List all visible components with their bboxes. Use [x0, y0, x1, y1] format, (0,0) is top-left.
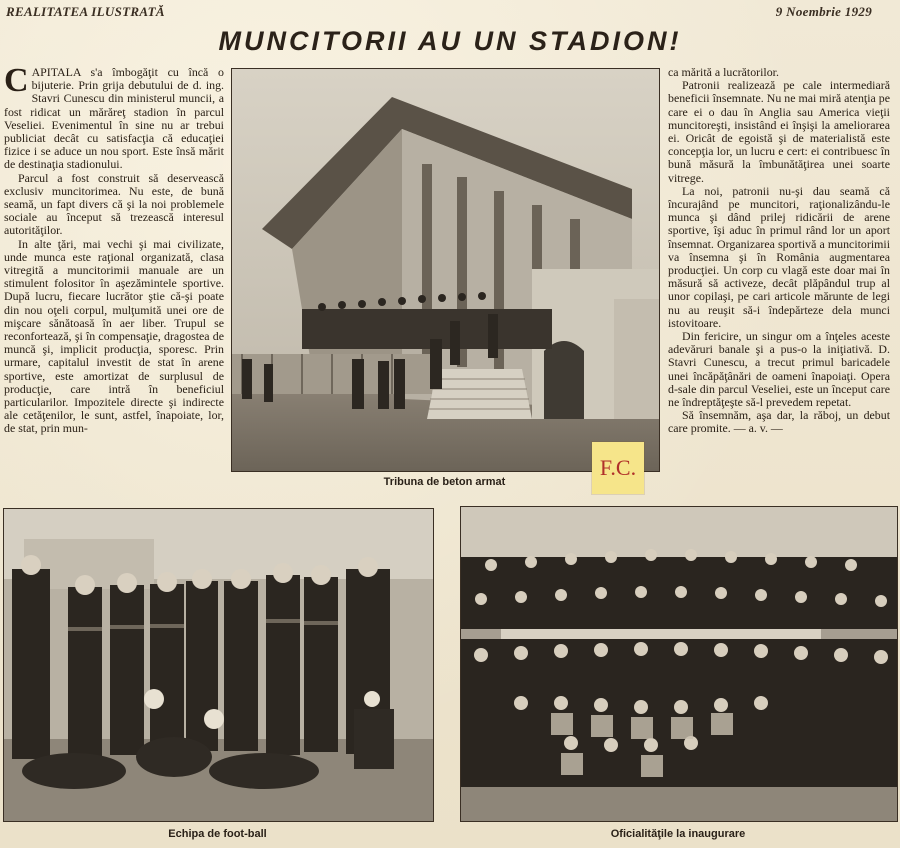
- stand-photo-caption: Tribuna de beton armat: [383, 476, 506, 488]
- article-column-left: [4, 66, 224, 502]
- drop-cap: C: [4, 66, 29, 99]
- publication-name: REALITATEA ILUSTRATĂ: [6, 4, 165, 19]
- article-paragraph: ca mărită a lucrătorilor.: [668, 66, 779, 79]
- article-title: MUNCITORII AU UN STADION!: [218, 26, 682, 56]
- officials-photo-caption: Oficialităţile la inaugurare: [610, 828, 746, 840]
- article-paragraph: Patronii realizează pe cale intermediară beneficii însemnate. Nu ne mai miră atenţia pe care ei o dau în Anglia sau America vieţii muncitoreşti, insistând ei înşişi la ameliorarea ei. Oricât de egoistă şi de materialistă este concepţia lor, un lucru e cert: ei contribuesc în bună măsură la îmbunătăţirea unei soarte vitrege.: [668, 78, 890, 185]
- football-team-photo: [3, 508, 434, 822]
- article-signature: — a. v. —: [733, 421, 783, 436]
- article-paragraph: Parcul a fost construit să deservească exclusiv muncitorimea. Nu este, de bună seamă, un fapt divers că şi la noi problemele sociale au început să trezească interesul autorităţilor.: [4, 170, 224, 238]
- handwritten-stamp: F.C.: [592, 442, 644, 494]
- article-column-right: [668, 66, 890, 502]
- article-paragraph: Să însemnăm, aşa dar, la răboj, un debut care promite. — a. v. —: [668, 408, 890, 436]
- team-photo-caption: Echipa de foot-ball: [168, 828, 267, 840]
- article-paragraph: In alte ţări, mai vechi şi mai civilizate, unde munca este raţional organizată, clasa vitregită a muncitorimii manuale are un stimulent folositor în aşezămintele sportive. După lucru, fiecare lucrător ştie că-şi poate din nou oţeli corpul, mulţumită unei ore de mişcare sănătoasă în aer liber. Trupul se reconfortează, şi în compensaţie, dragostea de muncă şi, implicit producţia, sporesc. Prin urmare, capitalul investit de stat în arene sportive, este amortizat de surplusul de producţie, care intră în beneficiul particularilor. Impozitele directe şi indirecte ale cetăţenilor, le sunt, astfel, înapoiate, lor, de stat, prin mun-: [4, 236, 224, 436]
- issue-date: 9 Noembrie 1929: [775, 4, 872, 19]
- article-paragraph: CAPITALA s'a îmbogăţit cu încă o bijuterie. Prin grija debutului de d. ing. Stavri Cunescu din ministerul muncii, a fost ridicat un mărăreţ stadion în parcul Veseliei. Evenimentul în sine nu ar trebui publiciat decât cu satisfacţia că educaţiei fizice i se aduce un nou sport. Este însă mărit de destinaţia stadionului.: [4, 66, 224, 172]
- officials-inauguration-photo: [460, 506, 898, 822]
- article-paragraph: Din fericire, un singur om a înţeles aceste adevăruri banale şi a pus-o la iniţiativă. D. Stavri Cunescu, a trecut primul baricadele unei încăpăţânări de oameni înapoiaţi. Opera d-sale din parcul Veseliei, este un început care ne îndreptăţeşte să-l prevedem repetat.: [668, 329, 890, 410]
- article-paragraph: La noi, patronii nu-şi dau seamă că încurajând pe muncitori, raţionalizându-le munca şi dând prilej ridicării de arene sportive, îşi aduc în primul rând lor un aport însemnat. Organizarea sportivă a muncitorimii va însemna şi în România augmentarea producţiei. Un corp cu vlagă este doar mai în măsură să activeze, decât plăpândul trup al unor copilaşi, pe cari articole mărunte de legi nu au reuşit să-i îndepărteze dela munci istovitoare.: [668, 183, 890, 330]
- stadium-stand-photo: [231, 68, 660, 472]
